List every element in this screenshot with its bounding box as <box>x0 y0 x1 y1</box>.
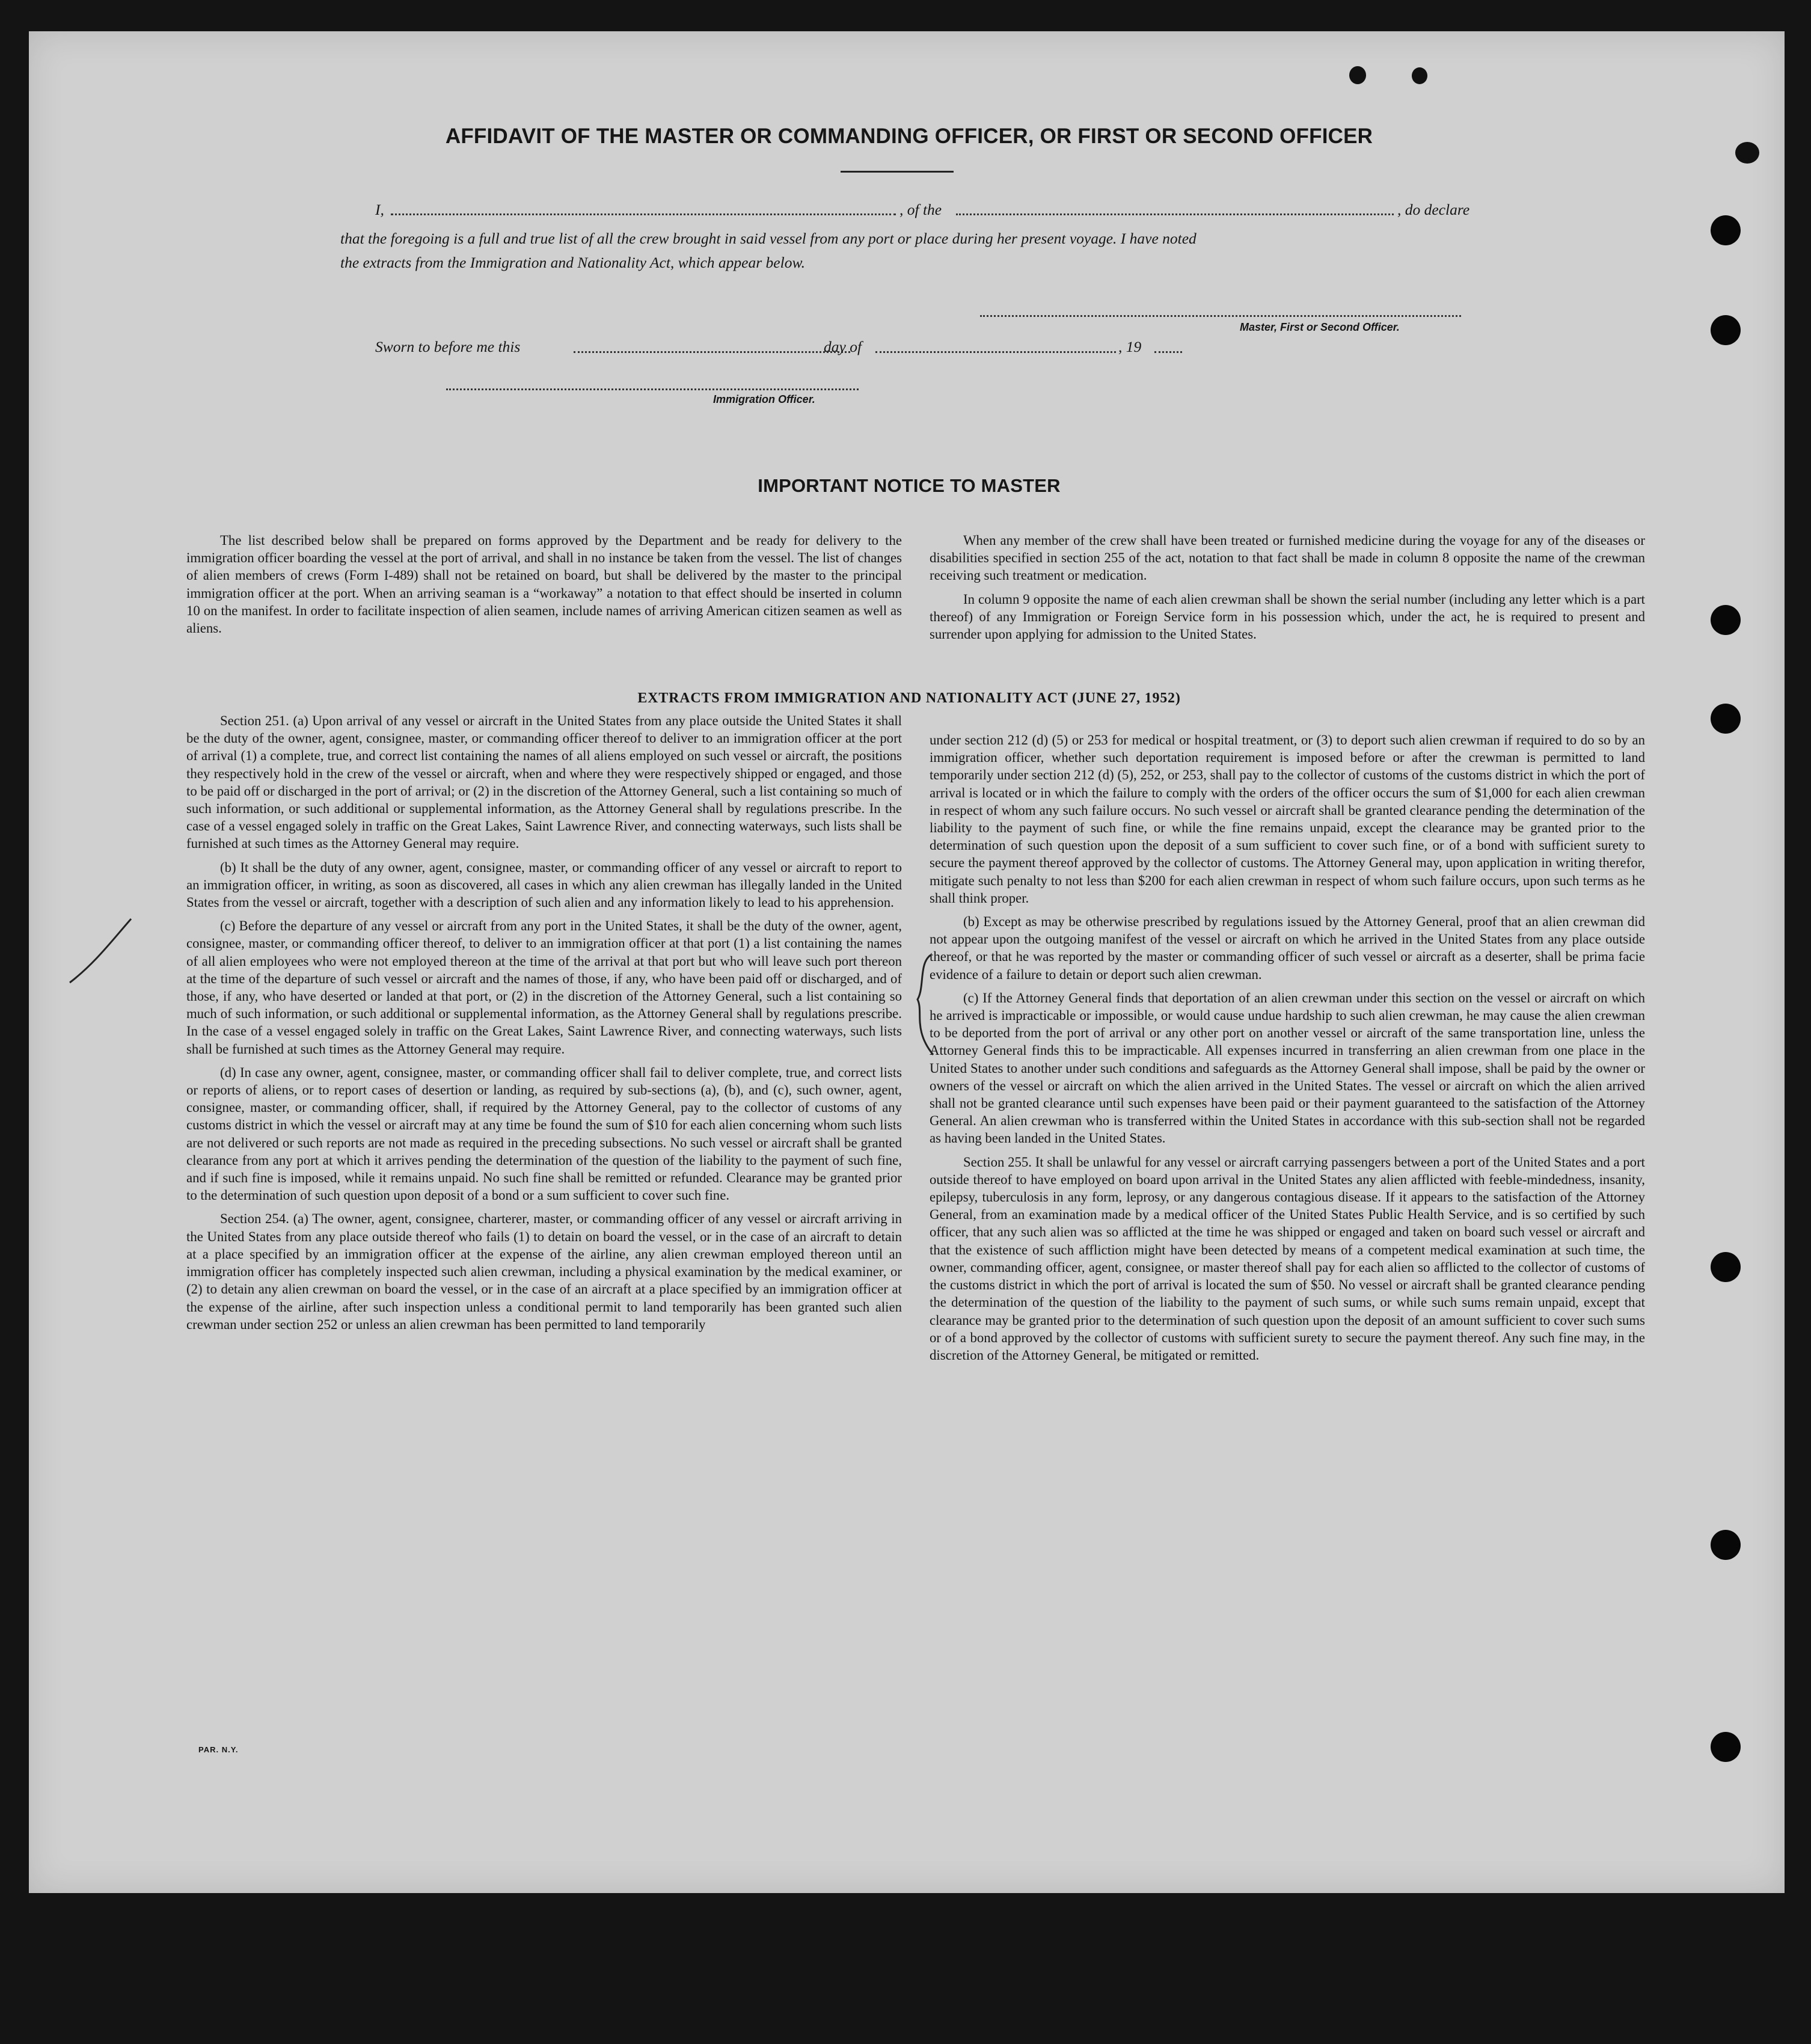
document-page <box>29 31 1785 1893</box>
binder-hole <box>1711 315 1741 345</box>
declare-end: , do declare <box>1397 201 1470 218</box>
extract-section-255: Section 255. It shall be unlawful for any vessel or aircraft carrying passengers between a port of the United States and a port outside thereof to have employed on board upon arrival in the United States any alien afflicted with feeble-mindedness, insanity, epilepsy, tuberculosis in any form, leprosy, or any dangerous contagious disease. If it appears to the satisfaction of the Attorney General, from an examination made by a medical officer of the United States Public Health Service, and is so certified by such officer, that any such alien was so afflicted at the time he was shipped or engaged and taken on board such vessel or aircraft and that the existence of such affliction might have been detected by means of a competent medical examination at such time, the owner, commanding officer, agent, consignee, or master thereof shall pay for each alien so afflicted to the collector of customs of the customs district in which the port of arrival is located the sum of $50. No vessel or aircraft shall be granted clearance pending the determination of the question of the liability to the payment of such sums, or while such sums remain unpaid, except that clearance may be granted prior to the determination of such question upon the deposit of an amount sufficient to cover such sums or of a bond approved by the collector of customs with sufficient surety to secure the payment thereof. Any such fine may, in the discretion of the Attorney General, be mitigated or remitted. <box>930 1154 1645 1363</box>
extracts-left-column <box>186 712 902 1333</box>
sworn-month-blank[interactable] <box>875 351 1116 353</box>
pen-stroke-mark <box>65 915 137 987</box>
sworn-day-of: day of <box>824 338 862 355</box>
ink-spot <box>1412 67 1427 84</box>
declare-i: I, <box>375 201 384 218</box>
sworn-prefix: Sworn to before me this <box>375 338 521 355</box>
print-code: PAR. N.Y. <box>198 1745 239 1754</box>
immigration-officer-label: Immigration Officer. <box>713 393 815 405</box>
extracts-right-column <box>930 731 1645 1364</box>
declarant-name-blank[interactable] <box>391 213 896 215</box>
sworn-year-blank[interactable] <box>1154 351 1182 353</box>
bracket-mark <box>907 951 943 1060</box>
binder-hole <box>1711 1252 1741 1282</box>
extract-section-254b: (b) Except as may be otherwise prescribed by regulations issued by the Attorney General, proof that an alien crewman did not appear upon the outgoing manifest of the vessel or aircraft on which he arrived in the United States from any place outside thereof, or that he was reported by the master or commanding officer of such vessel or aircraft as a deserter, shall be prima facie evidence of a failure to detain or deport such alien crewman. <box>930 914 1645 982</box>
title-underline <box>841 171 954 173</box>
notice-right-paragraph-1: When any member of the crew shall have been treated or furnished medicine during the voyage for any of the diseases or disabilities specified in section 255 of the act, notation to that fact shall be made in column 8 opposite the name of the crewman receiving such treatment or medication. <box>930 533 1645 583</box>
affidavit-statement-line-1: that the foregoing is a full and true list of all the crew brought in said vessel from any port or place during her present voyage. I have noted <box>340 230 1197 247</box>
extracts-title: EXTRACTS FROM IMMIGRATION AND NATIONALITY ACT (JUNE 27, 1952) <box>637 690 1181 706</box>
binder-hole <box>1711 1732 1741 1762</box>
ink-spot <box>1735 142 1759 164</box>
ink-spot <box>1349 66 1366 84</box>
extract-section-251d: (d) In case any owner, agent, consignee, master, or commanding officer shall fail to deliver complete, true, and correct lists or reports of aliens, or to report cases of desertion or landing, as required by sub-sections (a), (b), and (c), such owner, agent, consignee, master, or commanding officer, shall, if required by the Attorney General, pay to the collector of customs of any customs district in which the vessel or aircraft may at any time be found the sum of $10 for each alien concerning whom such lists are not delivered or such reports are not made as required in the preceding subsections. No such vessel or aircraft shall be granted clearance from any port at which it arrives pending the determination of the question of the liability to the payment of such fine, and if such fine is imposed, while it remains unpaid. No such fine shall be remitted or refunded. Clearance may be granted prior to the determination of such question upon deposit of a bond or a sum sufficient to cover such fine. <box>186 1064 902 1203</box>
extract-section-254a-continued: under section 212 (d) (5) or 253 for medical or hospital treatment, or (3) to deport such alien crewman if required to do so by an immigration officer, whether such deportation requirement is imposed before or after the crewman is permitted to land temporarily under section 212 (d) (5), 252, or 253, shall pay to the collector of customs of the customs district in which the port of arrival is located or in which the failure to comply with the orders of the officer occurs the sum of $1,000 for each alien crewman in respect of whom any such failure occurs. No such vessel or aircraft shall be granted clearance pending the determination of the liability to the payment of such fine, or while the fine remains unpaid, except the clearance may be granted prior to the determination of such question upon the deposit of a sum sufficient to cover such fine, or of a bond with sufficient surety to secure the payment thereof approved by the collector of customs. The Attorney General may, upon application in writing therefor, mitigate such penalty to not less than $200 for each alien crewman in respect of whom such failure occurs, upon such terms as he shall think proper. <box>930 732 1645 906</box>
notice-left-paragraph: The list described below shall be prepared on forms approved by the Department and be ready for delivery to the immigration officer boarding the vessel at the port of arrival, and shall in no instance be taken from the vessel. The list of changes of alien members of crews (Form I-489) shall not be retained on board, but shall be delivered by the master to the principal immigration officer at the port. When an arriving seaman is a “workaway” a notation to that effect should be inserted in column 10 on the manifest. In order to facilitate inspection of alien seamen, include names of arriving American citizen seamen as well as aliens. <box>186 533 902 636</box>
extract-section-254a: Section 254. (a) The owner, agent, consignee, charterer, master, or commanding officer of any vessel or aircraft arriving in the United States from any place outside thereof who fails (1) to detain on board the vessel, or in the case of an aircraft to detain at a place specified by an immigration officer at the expense of the airline, any alien crewman employed thereon until an immigration officer has completely inspected such alien crewman, including a physical examination by the medical examiner, or (2) to detain any alien crewman on board the vessel, or in the case of an aircraft at a place specified by an immigration officer at the expense of the airline, after such inspection unless a conditional permit to land temporarily has been granted such alien crewman under section 252 or unless an alien crewman has been permitted to land temporarily <box>186 1211 902 1332</box>
binder-hole <box>1711 605 1741 635</box>
immigration-officer-signature-blank[interactable] <box>446 388 859 390</box>
notice-title: IMPORTANT NOTICE TO MASTER <box>758 475 1061 496</box>
extract-section-251b: (b) It shall be the duty of any owner, agent, consignee, master, or commanding officer of any vessel or aircraft to report to an immigration officer, in writing, as soon as discovered, all cases in which any alien crewman has illegally landed in the United States from the vessel or aircraft, together with a description of such alien and any information likely to lead to his apprehension. <box>186 859 902 910</box>
extract-section-251c: (c) Before the departure of any vessel or aircraft from any port in the United States, it shall be the duty of the owner, agent, consignee, master, or commanding officer thereof, to deliver to an immigration officer at that port (1) a list containing the names of all alien employees who were not employed thereon at the time of the arrival at that port but who will leave such port thereon at the time of the departure of such vessel or aircraft and the names of those, if any, who have been paid off or discharged, and of those, if any, who have deserted or landed at that port, or (2) in the discretion of the Attorney General, such a list containing so much of such information, or such additional or supplemental information, as the Attorney General shall by regulations prescribe. In the case of a vessel engaged solely in traffic on the Great Lakes, Saint Lawrence River, and connecting waterways, such lists shall be furnished at such times as the Attorney General may require. <box>186 918 902 1057</box>
master-signature-blank[interactable] <box>980 315 1461 317</box>
sworn-date-blank[interactable] <box>574 351 850 353</box>
binder-hole <box>1711 215 1741 245</box>
binder-hole <box>1711 1530 1741 1560</box>
extract-section-251a: Section 251. (a) Upon arrival of any vessel or aircraft in the United States from any place outside the United States it shall be the duty of the owner, agent, consignee, master, or commanding officer thereof to deliver to an immigration officer at the port of arrival (1) a complete, true, and correct list containing the names of all aliens employed on such vessel or aircraft, the positions they respectively hold in the crew of the vessel or aircraft, when and where they were respectively shipped or engaged, and those to be paid off or discharged in the port of arrival; or (2) in the discretion of the Attorney General, such a list containing so much of such information, or such additional or supplemental information, as the Attorney General shall by regulations prescribe. In the case of a vessel engaged solely in traffic on the Great Lakes, Saint Lawrence River, and connecting waterways, such lists shall be furnished at such times as the Attorney General may require. <box>186 713 902 852</box>
extract-section-254c: (c) If the Attorney General finds that deportation of an alien crewman under this section on the vessel or aircraft on which he arrived is impracticable or impossible, or would cause undue hardship to such alien crewman, he may cause the alien crewman to be deported from the port of arrival or any other port on another vessel or aircraft of the same transportation line, unless the Attorney General finds this to be impracticable. All expenses incurred in transferring an alien crewman from one place in the United States to another under such conditions and safeguards as the Attorney General shall impose, shall be paid by the owner or owners of the vessel or aircraft on which the alien arrived in the United States. The vessel or aircraft on which the alien arrived shall not be granted clearance until such expenses have been paid or their payment guaranteed to the satisfaction of the Attorney General. An alien crewman who is transferred within the United States in accordance with this sub-section shall not be regarded as having been landed in the United States. <box>930 990 1645 1146</box>
master-signature-label: Master, First or Second Officer. <box>1240 321 1400 333</box>
notice-right-paragraph-2: In column 9 opposite the name of each alien crewman shall be shown the serial number (including any letter which is a part thereof) of any Immigration or Foreign Service form in his possession which, under the act, he is required to present and surrender upon applying for admission to the United States. <box>930 591 1645 642</box>
notice-left-column <box>186 532 902 637</box>
affidavit-statement-line-2: the extracts from the Immigration and Nationality Act, which appear below. <box>340 254 805 271</box>
affidavit-title: AFFIDAVIT OF THE MASTER OR COMMANDING OFFICER, OR FIRST OR SECOND OFFICER <box>445 124 1373 148</box>
declare-of-the: , of the <box>899 201 942 218</box>
notice-right-column <box>930 532 1645 643</box>
sworn-year-prefix: , 19 <box>1118 338 1142 355</box>
binder-hole <box>1711 704 1741 734</box>
vessel-name-blank[interactable] <box>956 213 1394 215</box>
